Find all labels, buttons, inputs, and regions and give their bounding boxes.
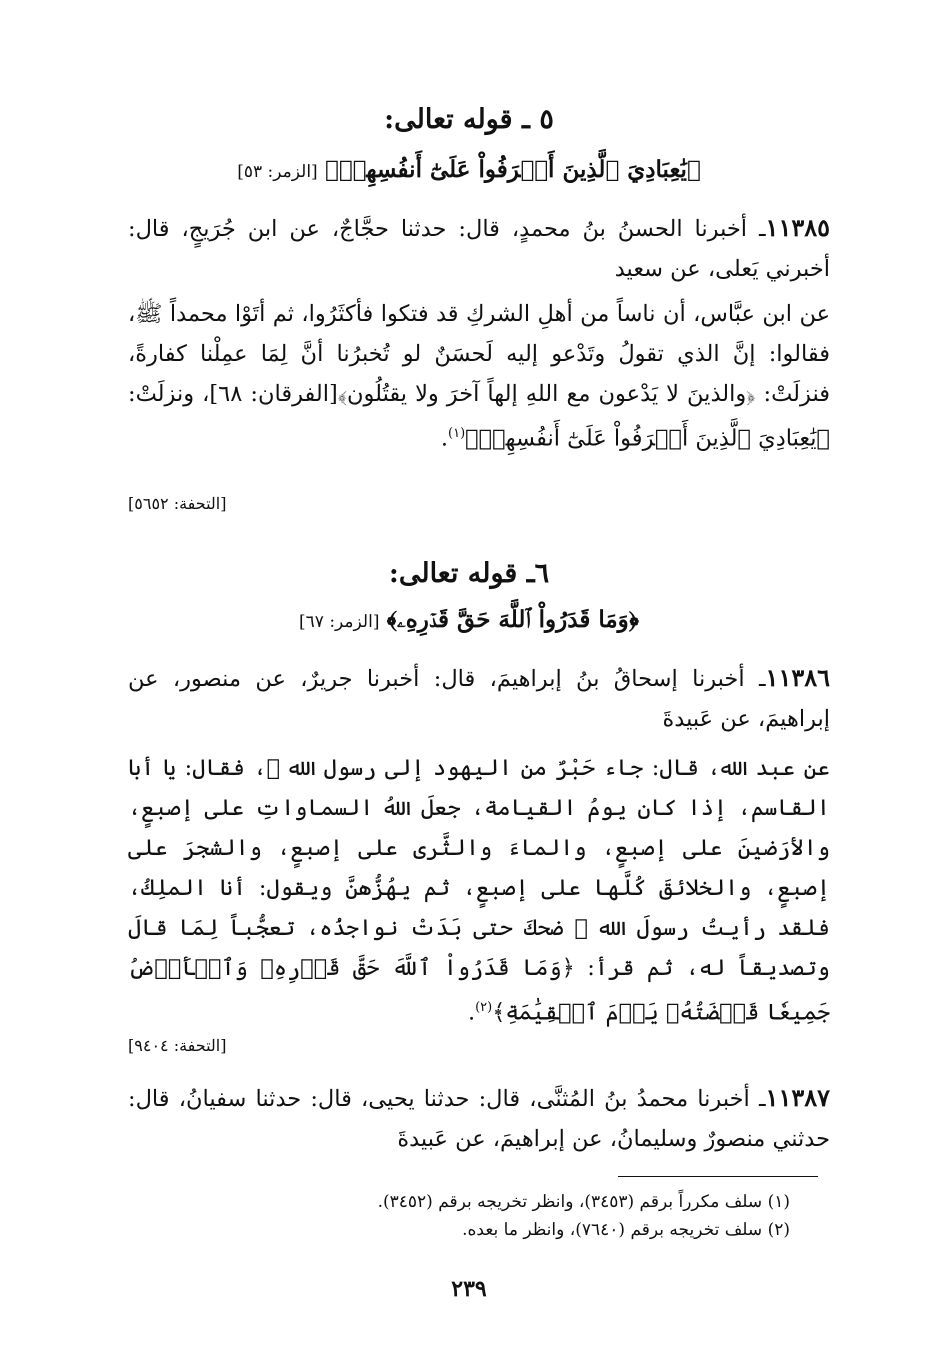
isnad-text: ـ أخبرنا إسحاقُ بنُ إبراهيمَ، قال: أخبرنا جريرٌ، عن منصور، عن إبراهيمَ، عن عَبيدةَ xyxy=(128,666,830,732)
footnote: (١) سلف مكرراً برقم (٣٤٥٣)، وانظر تخريجه برقم (٣٤٥٢). xyxy=(377,1192,790,1212)
footnote-marker: (١) xyxy=(448,426,466,441)
isnad-text: ـ أخبرنا محمدُ بنُ المُثنَّى، قال: حدثنا يحيى، قال: حدثنا سفيانُ، قال: حدثني منصورٌ وسليمانُ، عن إبراهيمَ، عن عَبيدةَ xyxy=(128,1086,830,1152)
hadith-number: ١١٣٨٦ xyxy=(765,663,830,692)
footnote-separator xyxy=(618,1176,818,1177)
tuhfa-reference: [التحفة: ٥٦٥٢] xyxy=(128,494,227,513)
footnote-marker: (٢) xyxy=(475,1000,493,1015)
footnotes xyxy=(128,1188,790,1244)
page-number: ٢٣٩ xyxy=(451,1276,487,1302)
verse-reference: [الزمر: ٦٧] xyxy=(299,612,380,632)
matn-text: عن عبد الله، قال: جاء حَبْرٌ من اليهود إلى رسول الله ﷺ، فقال: يا أبا القاسم، إذا كان يومُ القيامة، جعلَ اللهُ السماواتِ على إصبعٍ، والأرَضينَ على إصبعٍ، والماءَ والثَّرى على إصبعٍ، والشجرَ على إصبعٍ، والخلائقَ كُلَّها على إصبعٍ، ثم يهُزُّهنَّ ويقول: أنا الملِكُ، فلقد رأيتُ رسولَ الله ﷺ ضحكَ حتى بَدَتْ نواجذُه، تعجُّباً لِمَا قالَ وتصديقاً له، ثم قرأ: ﴿وَمَا قَدَرُواْ ٱللَّهَ حَقَّ قَدۡرِهِۦ وَٱلۡأَرۡضُ جَمِيعٗا قَبۡضَتُهُۥ يَوۡمَ ٱلۡقِيَٰمَةِ﴾ xyxy=(128,755,830,1026)
isnad-paragraph xyxy=(128,208,830,289)
quran-verse-line xyxy=(0,156,938,183)
isnad-text: ـ أخبرنا الحسنُ بنُ محمدٍ، قال: حدثنا حجَّاجٌ، عن ابن جُرَيجٍ، قال: أخبرني يَعلى، عن سعيد xyxy=(128,216,830,282)
matn-block xyxy=(128,294,830,459)
quran-verse-line xyxy=(0,606,938,633)
footnote: (٢) سلف تخريجه برقم (٧٦٤٠)، وانظر ما بعده. xyxy=(462,1220,790,1240)
isnad-paragraph xyxy=(128,658,830,739)
section-heading: ٥ ـ قوله تعالى: xyxy=(384,104,554,135)
hadith-number: ١١٣٨٧ xyxy=(765,1083,830,1112)
quran-verse: ﴿وَمَا قَدَرُواْ ٱللَّهَ حَقَّ قَدۡرِهِۦ﴾ xyxy=(386,606,639,633)
matn-paragraph: عن ابن عبَّاس، أن ناساً من أهلِ الشركِ قد فتكوا فأكثَرُوا، ثم أتَوْا محمداً ﷺ، فقالوا: إنَّ الذي تقولُ وتَدْعو إليه لَحسَنٌ لو تُخبرُنا أنَّ لِمَا عمِلْنا كفارةً، فنزلَتْ: ﴿والذينَ لا يَدْعون مع اللهِ إلهاً آخرَ ولا يقتُلُون﴾[الفرقان: ٦٨]، ونزلَتْ: ﴿يَٰعِبَادِيَ ٱلَّذِينَ أَسۡرَفُواْ عَلَىٰٓ أَنفُسِهِمۡ﴾$^{(١)}$. xyxy=(128,301,830,452)
hadith-number: ١١٣٨٥ xyxy=(765,213,830,242)
section-heading: ٦ـ قوله تعالى: xyxy=(388,558,550,589)
hadith-entry xyxy=(128,208,830,289)
hadith-entry xyxy=(128,1078,830,1159)
verse-reference: [الزمر: ٥٣] xyxy=(237,162,318,182)
hadith-entry xyxy=(128,658,830,739)
isnad-paragraph xyxy=(128,1078,830,1159)
matn-block xyxy=(128,748,830,1033)
quran-verse: ﴿يَٰعِبَادِيَ ٱلَّذِينَ أَسۡرَفُواْ عَلَىٰٓ أَنفُسِهِمۡ﴾ xyxy=(325,156,701,183)
tuhfa-reference: [التحفة: ٩٤٠٤] xyxy=(128,1036,227,1055)
matn-text: عن ابن عبَّاس، أن ناساً من أهلِ الشركِ قد فتكوا فأكثَرُوا، ثم أتَوْا محمداً ﷺ، فقالوا: إنَّ الذي تقولُ وتَدْعو إليه لَحسَنٌ لو تُخبرُنا أنَّ لِمَا عمِلْنا كفارةً، فنزلَتْ: ﴿والذينَ لا يَدْعون مع اللهِ إلهاً آخرَ ولا يقتُلُون﴾[الفرقان: ٦٨]، ونزلَتْ: ﴿يَٰعِبَادِيَ ٱلَّذِينَ أَسۡرَفُواْ عَلَىٰٓ أَنفُسِهِمۡ﴾ xyxy=(128,301,830,452)
matn-paragraph: عن عبد الله، قال: جاء حَبْرٌ من اليهود إلى رسول الله ﷺ، فقال: يا أبا القاسم، إذا كان يومُ القيامة، جعلَ اللهُ السماواتِ على إصبعٍ، والأرَضينَ على إصبعٍ، والماءَ والثَّرى على إصبعٍ، والشجرَ على إصبعٍ، والخلائقَ كُلَّها على إصبعٍ، ثم يهُزُّهنَّ ويقول: أنا الملِكُ، فلقد رأيتُ رسولَ الله ﷺ ضحكَ حتى بَدَتْ نواجذُه، تعجُّباً لِمَا قالَ وتصديقاً له، ثم قرأ: ﴿وَمَا قَدَرُواْ ٱللَّهَ حَقَّ قَدۡرِهِۦ وَٱلۡأَرۡضُ جَمِيعٗا قَبۡضَتُهُۥ يَوۡمَ ٱلۡقِيَٰمَةِ﴾$^{(٢)}$. xyxy=(128,755,830,1026)
